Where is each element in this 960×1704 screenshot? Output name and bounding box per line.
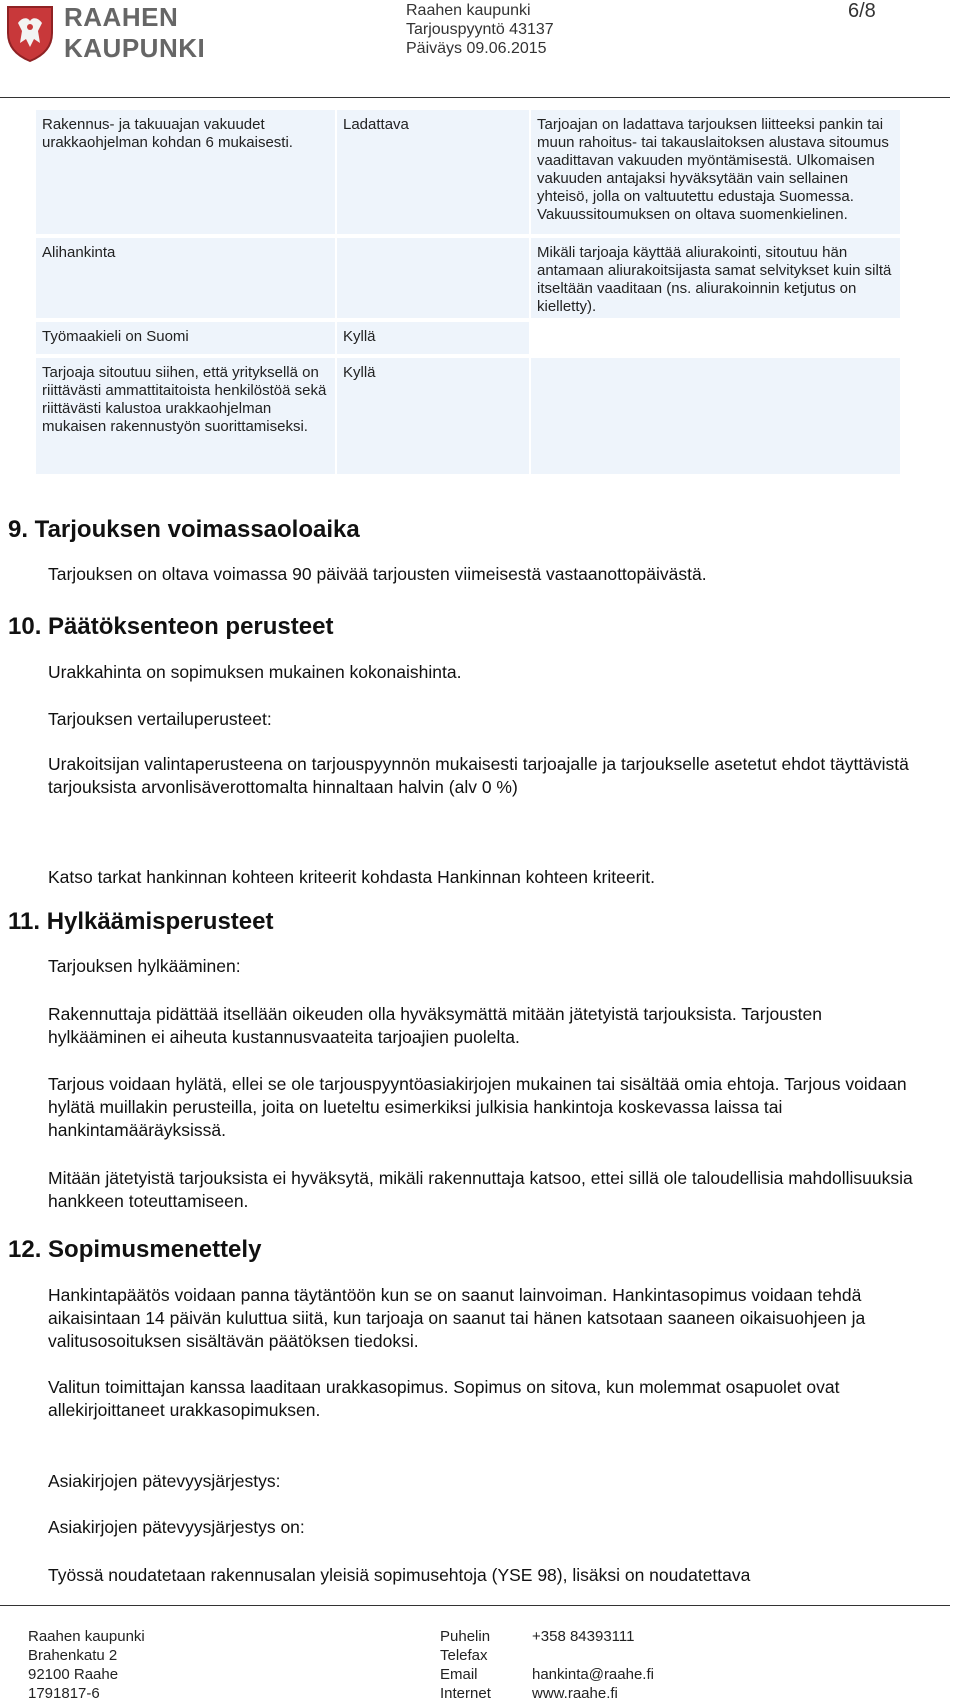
section-12-paragraph: Työssä noudatetaan rakennusalan yleisiä sopimusehtoja (YSE 98), lisäksi on noudatettava	[48, 1565, 751, 1585]
table-cell-answer: Kyllä	[337, 358, 529, 474]
footer-divider	[0, 1605, 950, 1606]
table-cell-answer	[337, 238, 529, 318]
section-10-paragraph: Katso tarkat hankinnan kohteen kriteerit kohdasta Hankinnan kohteen kriteerit.	[48, 867, 656, 887]
section-11-paragraph: Tarjous voidaan hylätä, ellei se ole tarjouspyyntöasiakirjojen mukainen tai sisältää omia ehtoja. Tarjous voidaan hylätä muillakin perusteilla, joita on lueteltu esimerkiksi julkisia hankintoja koskevassa laissa tai hankintamääräyksissä.	[48, 1074, 907, 1140]
section-12-paragraph: Hankintapäätös voidaan panna täytäntöön kun se on saanut lainvoiman. Hankintasopimus voidaan tehdä aikaisintaan 14 päivän kuluttua siitä, kun tarjoaja on saanut tai hänen katsotaan saaneen oikaisuohjeen ja valitusosoituksen sisältävän päätöksen tiedoksi.	[48, 1285, 866, 1351]
header-meta	[406, 1, 554, 58]
footer-street: Brahenkatu 2	[28, 1647, 118, 1664]
coat-of-arms-icon	[4, 3, 56, 63]
header-divider	[0, 97, 950, 98]
section-12-paragraph: Asiakirjojen pätevyysjärjestys on:	[48, 1517, 305, 1537]
section-11-paragraph: Tarjouksen hylkääminen:	[48, 956, 241, 976]
table-cell-requirement: Rakennus- ja takuuajan vakuudet urakkaohjelman kohdan 6 mukaisesti.	[36, 110, 335, 234]
table-cell-requirement: Alihankinta	[36, 238, 335, 318]
table-row	[36, 110, 900, 234]
section-11-paragraph: Rakennuttaja pidättää itsellään oikeuden olla hyväksymättä mitään jätetyistä tarjouksista. Tarjousten hylkääminen ei aiheuta kustannusvaateita tarjoajien puolelta.	[48, 1004, 823, 1047]
section-9-title: 9. Tarjouksen voimassaoloaika	[8, 516, 360, 543]
footer-web-link[interactable]: www.raahe.fi	[532, 1685, 618, 1702]
table-row	[36, 358, 900, 474]
footer-label-phone: Puhelin	[440, 1628, 491, 1645]
logo-wordmark: RAAHEN KAUPUNKI	[64, 2, 206, 63]
section-9-paragraph: Tarjouksen on oltava voimassa 90 päivää tarjousten viimeisestä vastaanottopäivästä.	[48, 564, 707, 584]
footer-postal: 92100 Raahe	[28, 1666, 119, 1683]
section-10-paragraph: Urakkahinta on sopimuksen mukainen kokonaishinta.	[48, 662, 462, 682]
footer-contact-values	[532, 1627, 654, 1703]
section-10-paragraph: Tarjouksen vertailuperusteet:	[48, 709, 272, 729]
footer-phone: +358 84393111	[532, 1628, 635, 1645]
section-10-title: 10. Päätöksenteon perusteet	[8, 613, 334, 640]
page-number: 6/8	[848, 0, 876, 22]
footer-label-fax: Telefax	[440, 1647, 488, 1664]
footer-org-name: Raahen kaupunki	[28, 1628, 145, 1645]
table-cell-answer: Ladattava	[337, 110, 529, 234]
table-cell-requirement: Tarjoaja sitoutuu siihen, että yrityksellä on riittävästi ammattitaitoista henkilöstöä sekä riittävästi kalustoa urakkaohjelman mukaisen rakennustyön suorittamiseksi.	[36, 358, 335, 474]
header-request-number: Tarjouspyyntö 43137	[406, 21, 554, 38]
table-cell-description: Tarjoajan on ladattava tarjouksen liitteeksi pankin tai muun rahoitus- tai takauslaitoksen alustava sitoumus vaadittavan vakuuden myöntämisestä. Ulkomaisen vakuuden antajaksi hyväksytään vain sellainen yhteisö, jolla on valtuutettu edustaja Suomessa. Vakuussitoumuksen on oltava suomenkielinen.	[531, 110, 900, 234]
section-11-paragraph: Mitään jätetyistä tarjouksista ei hyväksytä, mikäli rakennuttaja katsoo, ettei sillä ole taloudellisia mahdollisuuksia hankkeen toteuttamiseen.	[48, 1168, 913, 1211]
section-12-title: 12. Sopimusmenettely	[8, 1236, 262, 1263]
header-org: Raahen kaupunki	[406, 2, 531, 19]
table-row	[36, 238, 900, 318]
table-cell-description: Mikäli tarjoaja käyttää aliurakointi, sitoutuu hän antamaan aliurakoitsijasta samat selvitykset kuin siltä itseltään vaaditaan (ns. aliurakoinnin ketjutus on kielletty).	[531, 238, 900, 318]
footer-contact-labels	[440, 1627, 491, 1703]
footer-fax-value	[532, 1646, 654, 1665]
section-12-paragraph: Valitun toimittajan kanssa laaditaan urakkasopimus. Sopimus on sitova, kun molemmat osapuolet ovat allekirjoittaneet urakkasopimuksen.	[48, 1377, 840, 1420]
city-logo	[4, 2, 304, 64]
footer-business-id: 1791817-6	[28, 1685, 100, 1702]
section-11-title: 11. Hylkäämisperusteet	[8, 908, 274, 935]
footer-label-email: Email	[440, 1666, 478, 1683]
table-cell-description	[531, 358, 900, 474]
footer-address	[28, 1627, 145, 1703]
footer-email-link[interactable]: hankinta@raahe.fi	[532, 1666, 654, 1683]
header-date: Päiväys 09.06.2015	[406, 40, 547, 57]
table-row	[36, 322, 900, 354]
table-cell-requirement: Työmaakieli on Suomi	[36, 322, 335, 354]
table-cell-answer: Kyllä	[337, 322, 529, 354]
requirements-table	[36, 110, 900, 478]
section-12-paragraph: Asiakirjojen pätevyysjärjestys:	[48, 1471, 281, 1491]
table-cell-description	[531, 322, 900, 354]
section-10-paragraph: Urakoitsijan valintaperusteena on tarjouspyynnön mukaisesti tarjoajalle ja tarjoukselle asetetut ehdot täyttävistä tarjouksista arvonlisäverottomalta hinnaltaan halvin (alv 0 %)	[48, 754, 909, 797]
footer-label-internet: Internet	[440, 1685, 491, 1702]
